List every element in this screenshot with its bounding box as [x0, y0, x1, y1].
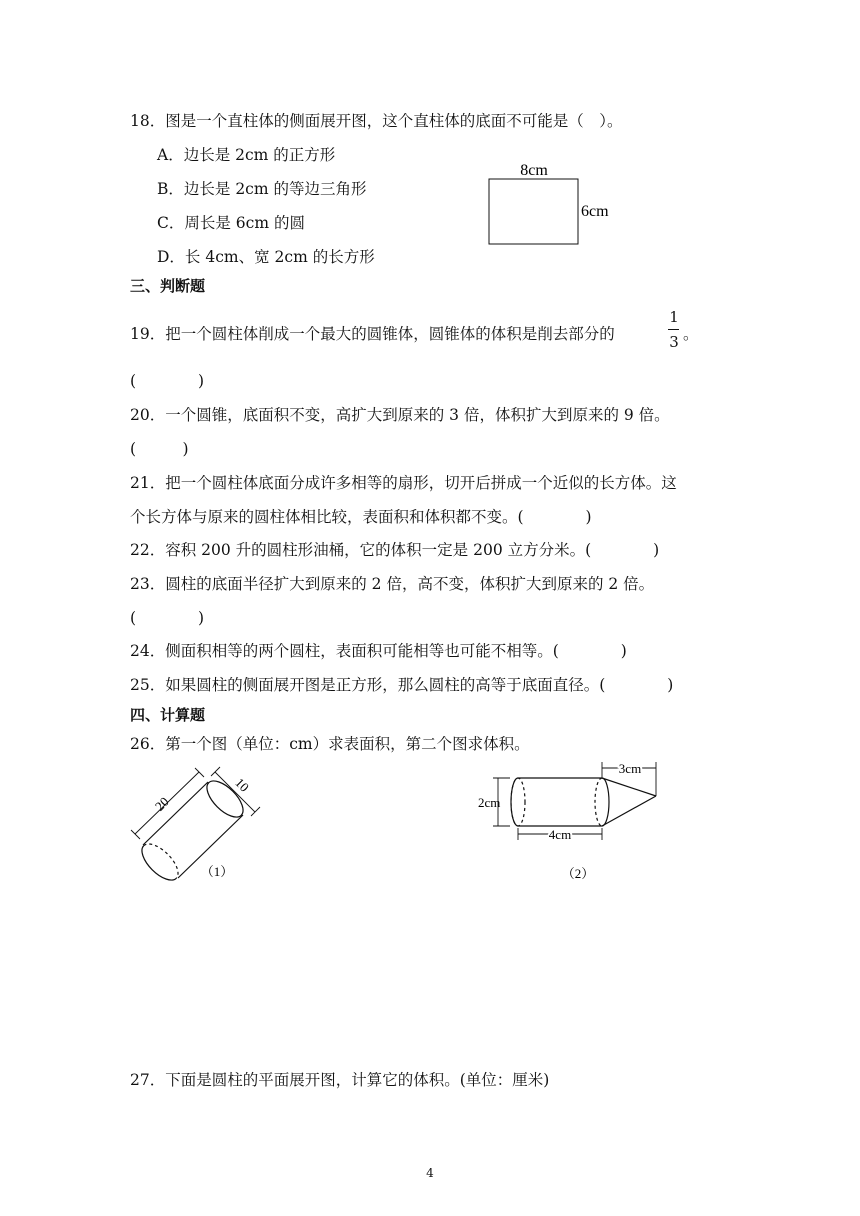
q18-option-d: D．长 4cm、宽 2cm 的长方形 [157, 248, 375, 266]
section-3-heading: 三、判断题 [130, 277, 206, 295]
q24-stem: 24．侧面积相等的两个圆柱，表面积可能相等也可能不相等。( ) [130, 642, 627, 660]
q21-line-1: 21．把一个圆柱体底面分成许多相等的扇形，切开后拼成一个近似的长方体。这 [130, 474, 677, 492]
q19-tail: 。 [683, 325, 699, 343]
cone-part [602, 778, 656, 826]
q18-option-a: A．边长是 2cm 的正方形 [157, 146, 336, 164]
q21-line-2: 个长方体与原来的圆柱体相比较，表面积和体积都不变。( ) [130, 508, 592, 526]
q20-stem: 20．一个圆锥，底面积不变，高扩大到原来的 3 倍，体积扩大到原来的 9 倍。 [130, 406, 670, 424]
q19-stem: 19．把一个圆柱体削成一个最大的圆锥体，圆锥体的体积是削去部分的 [130, 325, 615, 343]
q26-stem: 26．第一个图（单位：cm）求表面积，第二个图求体积。 [130, 735, 530, 753]
section-4-heading: 四、计算题 [130, 706, 206, 724]
q26-figure-2-cylinder-cone [470, 758, 670, 886]
q26-figure-1-cylinder [125, 760, 275, 890]
cone-height-label: 3cm [618, 761, 642, 776]
figure-2-caption: （2） [561, 866, 595, 881]
q27-stem: 27．下面是圆柱的平面展开图，计算它的体积。(单位：厘米) [130, 1071, 550, 1089]
cylinder-part [511, 778, 609, 826]
q20-answer-paren: ( ) [130, 440, 189, 458]
height-label: 6cm [581, 203, 609, 220]
width-label: 8cm [520, 162, 548, 179]
q23-answer-paren: ( ) [130, 609, 205, 627]
q19-fraction-denominator: 3 [669, 333, 679, 351]
page-number: 4 [426, 1166, 434, 1180]
diameter-label: 10 [232, 774, 253, 795]
height-label: 2cm [478, 795, 501, 810]
q23-stem: 23．圆柱的底面半径扩大到原来的 2 倍，高不变，体积扩大到原来的 2 倍。 [130, 575, 655, 593]
q19-answer-paren: ( ) [130, 372, 205, 390]
figure-1-caption: （1） [200, 864, 234, 879]
q22-stem: 22．容积 200 升的圆柱形油桶，它的体积一定是 200 立方分米。( ) [130, 541, 660, 559]
q25-stem: 25．如果圆柱的侧面展开图是正方形，那么圆柱的高等于底面直径。( ) [130, 676, 674, 694]
q18-stem: 18．图是一个直柱体的侧面展开图，这个直柱体的底面不可能是（ ）。 [130, 112, 623, 130]
q19-fraction-bar [668, 329, 679, 330]
net-rectangle [489, 179, 578, 244]
q19-fraction-numerator: 1 [669, 308, 679, 326]
length-label: 4cm [548, 827, 572, 842]
q18-option-b: B．边长是 2cm 的等边三角形 [157, 180, 367, 198]
q18-option-c: C．周长是 6cm 的圆 [157, 214, 305, 232]
q18-rectangle-figure [480, 158, 630, 250]
diameter-dimension-line [215, 772, 255, 812]
length-label: 20 [151, 793, 172, 814]
